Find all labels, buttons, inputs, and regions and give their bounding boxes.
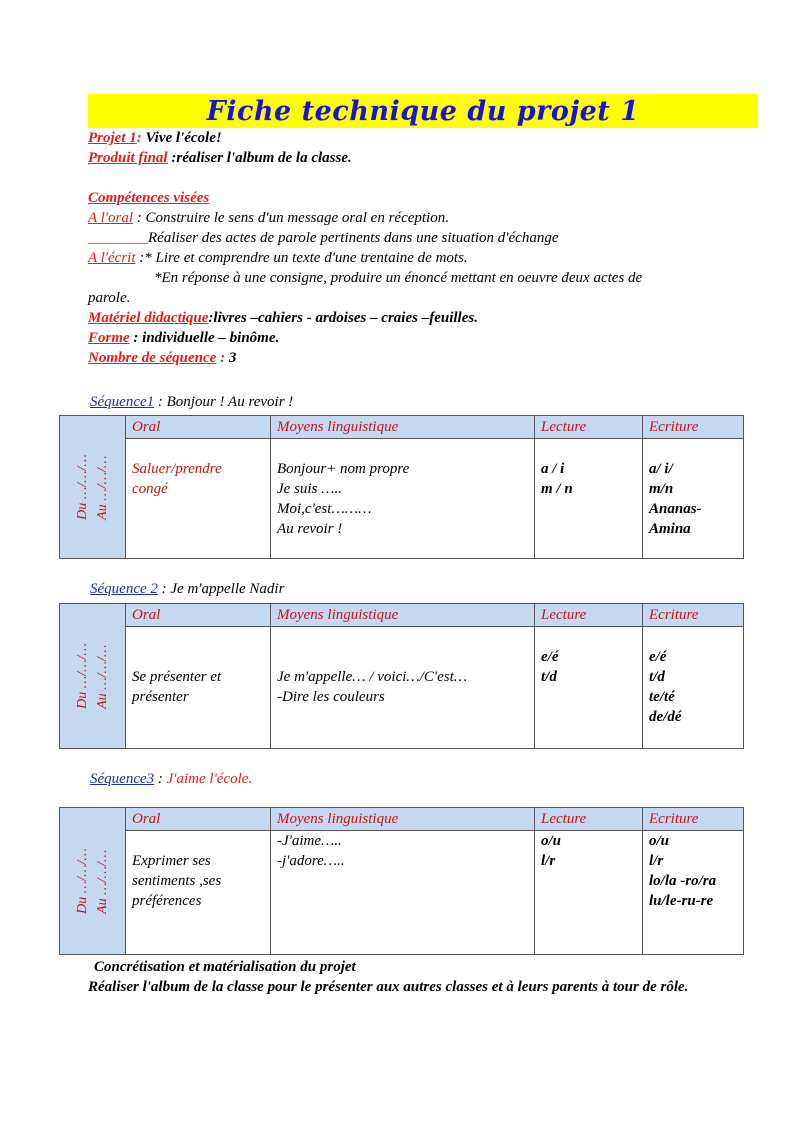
header-ecriture: Ecriture	[643, 604, 744, 627]
final-product-label: Produit final	[88, 150, 168, 166]
ecrit-text-1: :* Lire et comprendre un texte d'une trentaine de mots.	[135, 250, 468, 266]
form-value: : individuelle – binôme.	[129, 330, 280, 346]
header-lecture: Lecture	[535, 416, 643, 439]
document-page	[74, 94, 748, 998]
sequence-count-sep: :	[216, 350, 226, 366]
sequence-3-text: J'aime l'école.	[162, 771, 253, 787]
cell-line: e/é	[541, 649, 559, 666]
final-product-value: :réaliser l'album de la classe.	[167, 150, 352, 166]
competences-heading	[88, 188, 748, 208]
cell-line: Saluer/prendre	[132, 461, 222, 477]
cell-line: Moi,c'est………	[277, 501, 372, 517]
ecriture-cell	[643, 627, 744, 749]
header-lecture: Lecture	[535, 808, 643, 831]
form-label: Forme	[88, 330, 130, 346]
cell-line: Je m'appelle… / voici…/C'est…	[277, 669, 468, 686]
final-product-line	[88, 148, 748, 168]
date-to: Au …/…/…	[94, 849, 110, 914]
cell-line: Au revoir !	[277, 521, 343, 537]
sequence-3-title	[90, 769, 748, 789]
lecture-cell	[535, 831, 643, 955]
sequence-1-label: Séquence1	[90, 394, 155, 410]
cell-line: l/r	[541, 853, 556, 870]
table-header-row	[60, 604, 744, 627]
cell-line: t/d	[541, 669, 557, 686]
sequence-1-table	[59, 415, 744, 559]
ecriture-cell	[643, 831, 744, 955]
cell-line: m/n	[649, 481, 674, 497]
oral-competence-line	[88, 208, 748, 228]
header-oral: Oral	[126, 604, 271, 627]
cell-line: -J'aime…..	[277, 833, 342, 850]
sequence-2-label: Séquence 2	[90, 581, 158, 597]
materials-value: :livres –cahiers - ardoises – craies –feuilles.	[208, 310, 478, 326]
cell-line: -j'adore…..	[277, 853, 345, 870]
oral-text-2: Réaliser des actes de parole pertinents dans une situation d'échange	[148, 230, 559, 246]
sequence-2-text: : Je m'appelle Nadir	[157, 581, 285, 597]
cell-line: de/dé	[649, 709, 682, 726]
sequence-count-label: Nombre de séquence	[88, 350, 217, 366]
title-banner	[88, 94, 758, 128]
project-value: Vive l'école!	[141, 130, 222, 146]
moyens-cell	[271, 439, 535, 559]
oral-text-1: : Construire le sens d'un message oral en réception.	[133, 210, 449, 226]
cell-line: e/é	[649, 649, 667, 666]
ecrit-text-2: *En réponse à une consigne, produire un énoncé mettant en oeuvre deux actes de	[154, 270, 643, 286]
oral-label: A l'oral	[88, 210, 134, 226]
lecture-cell	[535, 439, 643, 559]
sequence-2-table	[59, 603, 744, 749]
oral-blank: ________	[88, 230, 148, 246]
cell-line: présenter	[132, 689, 189, 706]
cell-line: lo/la -ro/ra	[649, 873, 717, 890]
header-lecture: Lecture	[535, 604, 643, 627]
date-cell	[60, 808, 126, 955]
date-from: Du …/…/…	[74, 848, 90, 914]
conclusion-text: Réaliser l'album de la classe pour le présenter aux autres classes et à leurs parents à tour de rôle.	[88, 979, 689, 995]
cell-line: o/u	[541, 833, 562, 850]
cell-line: o/u	[649, 833, 670, 850]
date-cell	[60, 416, 126, 559]
sequence-1-text: : Bonjour ! Au revoir !	[154, 394, 294, 410]
oral-cell	[126, 627, 271, 749]
oral-competence-line-2	[88, 228, 748, 248]
form-line	[88, 328, 748, 348]
ecrit-text-3: parole.	[88, 290, 131, 306]
ecrit-competence-line-3	[88, 288, 748, 308]
date-cell	[60, 604, 126, 749]
header-oral: Oral	[126, 416, 271, 439]
ecrit-competence-line-2	[88, 268, 748, 288]
header-moyens: Moyens linguistique	[271, 604, 535, 627]
cell-line: lu/le-ru-re	[649, 893, 714, 910]
cell-line: Amina	[649, 521, 691, 537]
moyens-cell	[271, 627, 535, 749]
ecriture-cell	[643, 439, 744, 559]
header-oral: Oral	[126, 808, 271, 831]
sequence-count-line	[88, 348, 748, 368]
sequence-3-sep: :	[154, 771, 163, 787]
oral-cell	[126, 831, 271, 955]
cell-line: préférences	[132, 893, 202, 910]
cell-line: Se présenter et	[132, 669, 222, 686]
header-ecriture: Ecriture	[643, 416, 744, 439]
cell-line: sentiments ,ses	[132, 873, 222, 890]
header-ecriture: Ecriture	[643, 808, 744, 831]
date-from: Du …/…/…	[74, 643, 90, 709]
lecture-cell	[535, 627, 643, 749]
conclusion-heading: Concrétisation et matérialisation du projet	[94, 959, 356, 975]
table-header-row	[60, 808, 744, 831]
cell-line: t/d	[649, 669, 665, 686]
cell-line: Bonjour+ nom propre	[277, 461, 410, 477]
project-label: Projet 1	[88, 130, 137, 146]
sequence-3-label: Séquence3	[90, 771, 155, 787]
table-row	[60, 439, 744, 559]
cell-line: m / n	[541, 481, 573, 497]
cell-line: congé	[132, 481, 168, 497]
cell-line: a / i	[541, 461, 565, 477]
ecrit-competence-line	[88, 248, 748, 268]
sequence-count-value: 3	[225, 350, 237, 366]
sequence-2-title	[90, 579, 748, 599]
date-to: Au …/…/…	[94, 455, 110, 520]
materials-line	[88, 308, 748, 328]
cell-line: Je suis …..	[277, 481, 342, 497]
sequence-3-table	[59, 807, 744, 955]
project-line	[88, 128, 748, 148]
header-moyens: Moyens linguistique	[271, 416, 535, 439]
header-moyens: Moyens linguistique	[271, 808, 535, 831]
cell-line: te/té	[649, 689, 675, 706]
ecrit-label: A l'écrit	[88, 250, 136, 266]
page-title: Fiche technique du projet 1	[206, 95, 640, 127]
date-to: Au …/…/…	[94, 644, 110, 709]
cell-line: Exprimer ses	[132, 853, 211, 870]
competences-heading-text: Compétences visées	[88, 190, 210, 206]
cell-line: a/ i/	[649, 461, 673, 477]
project-sep: :	[136, 130, 142, 146]
oral-cell	[126, 439, 271, 559]
table-row	[60, 831, 744, 955]
date-from: Du …/…/…	[74, 454, 90, 520]
cell-line: Ananas-	[649, 501, 702, 517]
moyens-cell	[271, 831, 535, 955]
materials-label: Matériel didactique	[88, 310, 209, 326]
cell-line: -Dire les couleurs	[277, 689, 385, 706]
table-row	[60, 627, 744, 749]
table-header-row	[60, 416, 744, 439]
sequence-1-title	[90, 392, 748, 412]
cell-line: l/r	[649, 853, 664, 870]
